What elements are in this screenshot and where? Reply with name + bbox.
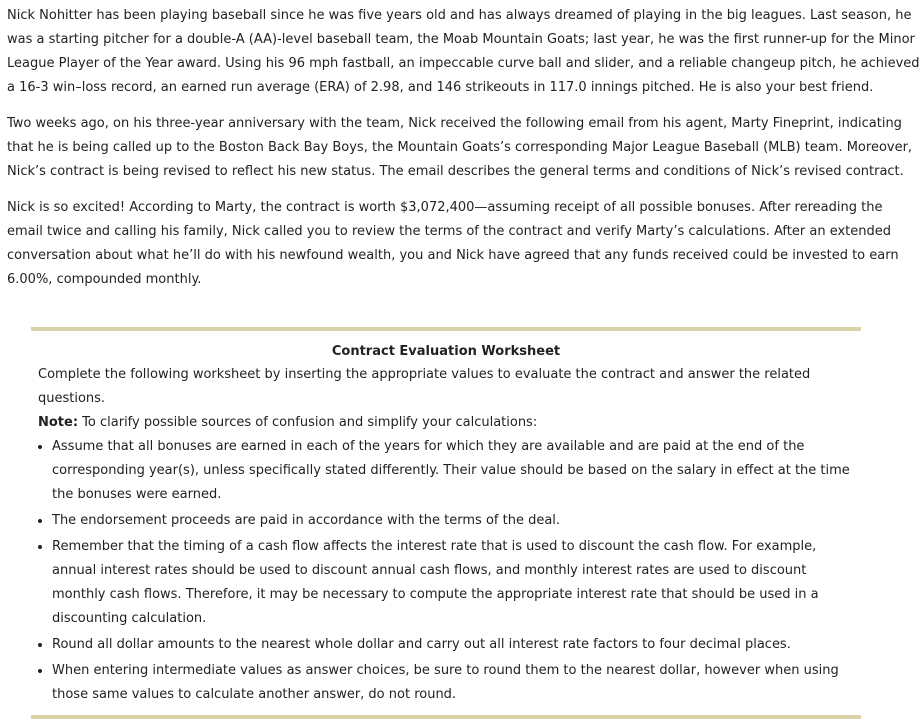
intro-section: [0, 0, 922, 292]
worksheet-panel: [31, 327, 861, 719]
note-list: [38, 435, 861, 707]
worksheet-title: Contract Evaluation Worksheet: [331, 344, 561, 359]
top-divider: [31, 327, 861, 331]
intro-paragraph: Two weeks ago, on his three-year anniversary with the team, Nick received the following email from his agent, Marty Fineprint, indicating that he is being called up to the Boston Back Bay Boys, the Mountain Goats’s corresponding Major League Baseball (MLB) team. Moreover, Nick’s contract is being revised to reflect his new status. The email describes the general terms and conditions of Nick’s revised contract.: [7, 116, 913, 179]
list-item: • Assume that all bonuses are earned in each of the years for which they are available and are paid at the end of the corresponding year(s), unless specifically stated differently. Their value should be based on the salary in effect at the time the bonuses were earned.: [52, 435, 861, 507]
list-item: • When entering intermediate values as answer choices, be sure to round them to the nearest dollar, however when using those same values to calculate another answer, do not round.: [52, 659, 861, 707]
worksheet-body: [31, 363, 861, 707]
intro-paragraph: Nick Nohitter has been playing baseball since he was five years old and has always dreamed of playing in the big leagues. Last season, he was a starting pitcher for a double-A (AA)-level baseball team, the Moab Mountain Goats; last year, he was the first runner-up for the Minor League Player of the Year award. Using his 96 mph fastball, an impeccable curve ball and slider, and a reliable changeup pitch, he achieved a 16-3 win–loss record, an earned run average (ERA) of 2.98, and 146 strikeouts in 117.0 innings pitched. He is also your best friend.: [7, 8, 920, 95]
list-item: • Round all dollar amounts to the nearest whole dollar and carry out all interest rate factors to four decimal places.: [52, 633, 861, 657]
note-text: To clarify possible sources of confusion and simplify your calculations:: [78, 415, 538, 430]
worksheet-note: [38, 411, 861, 435]
intro-paragraph: Nick is so excited! According to Marty, the contract is worth $3,072,400—assuming receipt of all possible bonuses. After rereading the email twice and calling his family, Nick called you to review the terms of the contract and verify Marty’s calculations. After an extended conversation about what he’ll do with his newfound wealth, you and Nick have agreed that any funds received could be invested to earn 6.00%, compounded monthly.: [7, 200, 899, 287]
bottom-divider: [31, 715, 861, 719]
note-label: Note:: [38, 415, 79, 430]
list-item: • Remember that the timing of a cash flow affects the interest rate that is used to discount the cash flow. For example, annual interest rates should be used to discount annual cash flows, and monthly interest rates are used to discount monthly cash flows. Therefore, it may be necessary to compute the appropriate interest rate that should be used in a discounting calculation.: [52, 535, 861, 631]
list-item: • The endorsement proceeds are paid in accordance with the terms of the deal.: [52, 509, 861, 533]
worksheet-instruction: Complete the following worksheet by inserting the appropriate values to evaluate the contract and answer the related questions.: [38, 367, 811, 406]
